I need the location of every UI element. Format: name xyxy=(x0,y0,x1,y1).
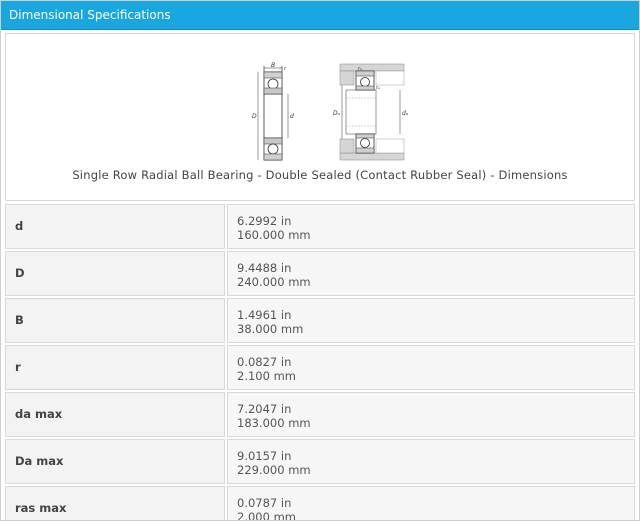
spec-row-r xyxy=(5,345,635,390)
label-r: r xyxy=(284,66,287,72)
spec-value-mm: 2.100 mm xyxy=(237,369,296,383)
label-da: dₐ xyxy=(402,110,409,117)
label-D: D xyxy=(252,113,257,120)
spec-row-B xyxy=(5,298,635,343)
spec-value-mm: 240.000 mm xyxy=(237,275,311,289)
spec-row-ras-max xyxy=(5,486,635,521)
spec-value-mm: 160.000 mm xyxy=(237,228,311,242)
spec-values xyxy=(227,439,635,484)
spec-row-Da-max xyxy=(5,439,635,484)
spec-row-d xyxy=(5,204,635,249)
panel-title: Dimensional Specifications xyxy=(1,1,639,30)
spec-value-mm: 183.000 mm xyxy=(237,416,311,430)
spec-row-D xyxy=(5,251,635,296)
spec-value-mm: 2.000 mm xyxy=(237,510,296,521)
label-ras-inner: rₐ xyxy=(376,85,381,91)
spec-values xyxy=(227,345,635,390)
spec-value-mm: 38.000 mm xyxy=(237,322,304,336)
spec-table xyxy=(5,204,635,521)
spec-label: D xyxy=(5,251,225,296)
spec-label: B xyxy=(5,298,225,343)
label-d: d xyxy=(290,113,294,120)
spec-label: ras max xyxy=(5,486,225,521)
spec-values xyxy=(227,204,635,249)
spec-value-mm: 229.000 mm xyxy=(237,463,311,477)
diagram-container xyxy=(5,33,635,201)
spec-values xyxy=(227,251,635,296)
spec-label: da max xyxy=(5,392,225,437)
spec-label: d xyxy=(5,204,225,249)
bearing-dimension-diagram xyxy=(242,58,412,166)
diagram-caption: Single Row Radial Ball Bearing - Double Sealed (Contact Rubber Seal) - Dimensions xyxy=(72,168,568,182)
spec-value-in: 1.4961 in xyxy=(237,308,292,322)
bearing-mounting-diagram xyxy=(333,64,409,160)
spec-label: r xyxy=(5,345,225,390)
spec-row-da-max xyxy=(5,392,635,437)
label-B: B xyxy=(271,62,276,69)
spec-value-in: 0.0827 in xyxy=(237,355,292,369)
spec-value-in: 0.0787 in xyxy=(237,496,292,510)
spec-values xyxy=(227,486,635,521)
label-Da: Dₐ xyxy=(333,110,340,117)
spec-value-in: 7.2047 in xyxy=(237,402,292,416)
spec-values xyxy=(227,392,635,437)
spec-value-in: 9.4488 in xyxy=(237,261,292,275)
spec-value-in: 6.2992 in xyxy=(237,214,292,228)
bearing-cross-section-left xyxy=(252,62,294,160)
spec-label: Da max xyxy=(5,439,225,484)
label-ras: rₐ xyxy=(358,66,363,72)
spec-values xyxy=(227,298,635,343)
spec-value-in: 9.0157 in xyxy=(237,449,292,463)
